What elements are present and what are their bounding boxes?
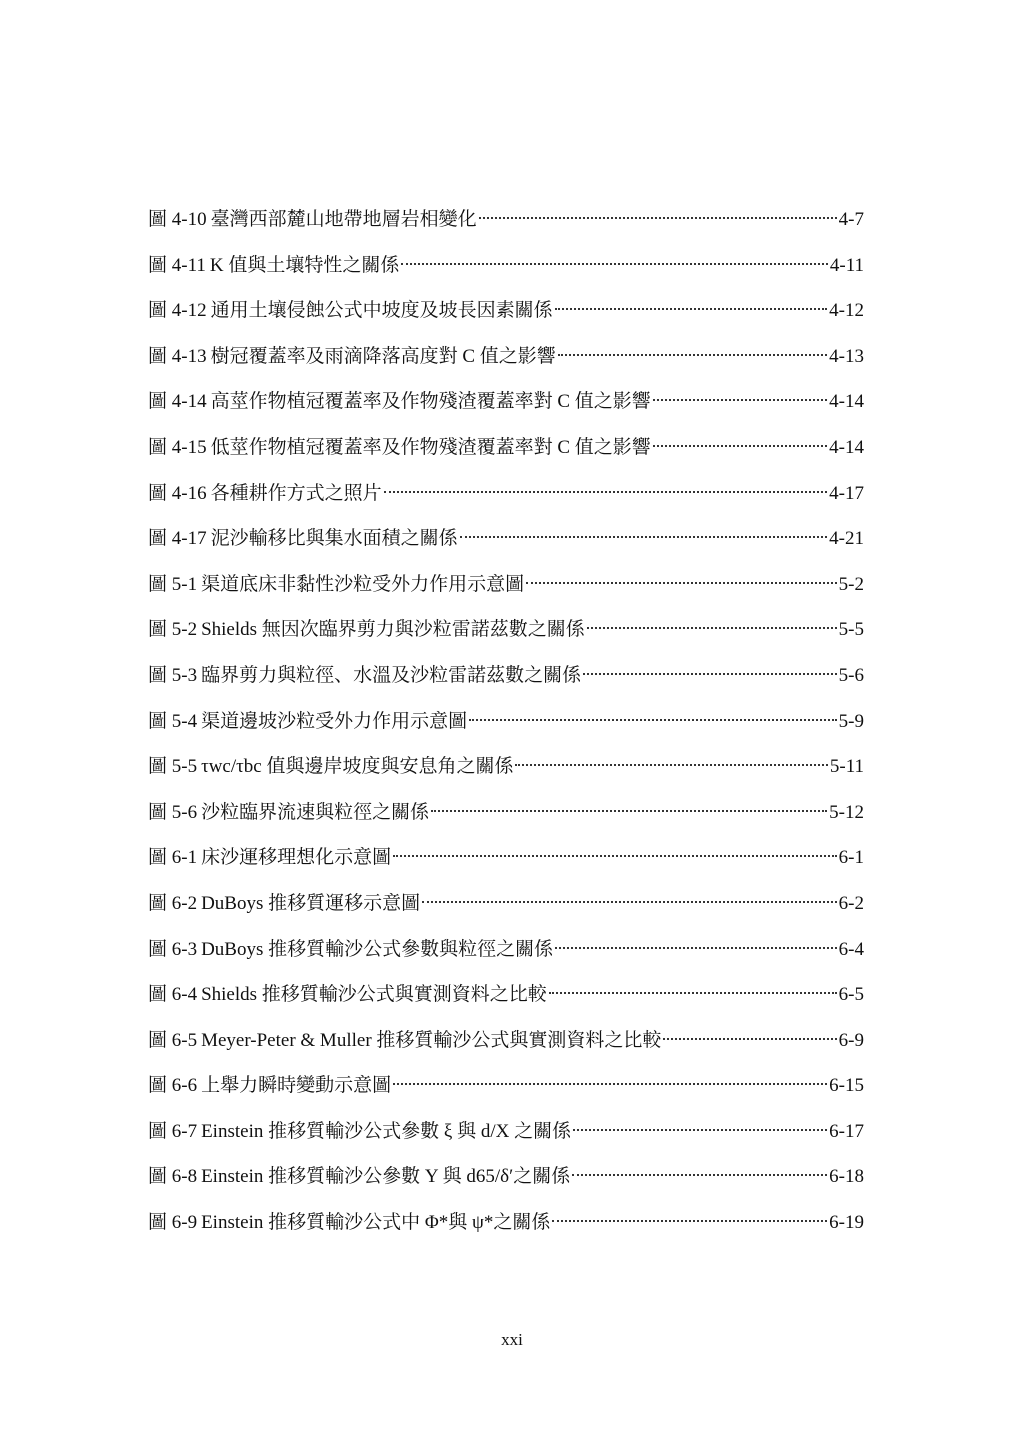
page-ref: 6-18 [829,1166,864,1188]
list-of-figures [148,197,864,1246]
page-ref: 4-13 [829,345,864,367]
figure-title: 樹冠覆蓋率及雨滴降落高度對 C 值之影響 [210,345,556,367]
figure-label: 圖 4-14 [148,391,207,413]
figure-label: 圖 5-6 [148,801,198,823]
dot-leader [572,1174,827,1176]
page-ref: 5-6 [838,664,864,686]
page-ref: 4-11 [829,254,864,276]
toc-entry[interactable] [148,516,864,562]
dot-leader [663,1038,836,1040]
figure-title: DuBoys 推移質輸沙公式參數與粒徑之關係 [201,938,554,960]
figure-label: 圖 4-17 [148,528,207,550]
dot-leader [552,1220,827,1222]
page-ref: 6-4 [838,938,864,960]
figure-label: 圖 4-13 [148,345,207,367]
figure-label: 圖 4-11 [148,254,206,276]
figure-title: 上舉力瞬時變動示意圖 [201,1075,392,1097]
figure-title: 床沙運移理想化示意圖 [201,847,392,869]
page-ref: 6-19 [829,1212,864,1234]
figure-title: Shields 推移質輸沙公式與實測資料之比較 [201,984,547,1006]
figure-label: 圖 5-2 [148,619,198,641]
figure-title: 渠道底床非黏性沙粒受外力作用示意圖 [201,573,525,595]
toc-entry[interactable] [148,334,864,380]
dot-leader [526,582,837,584]
figure-title: 渠道邊坡沙粒受外力作用示意圖 [201,710,468,732]
dot-leader [583,673,837,675]
toc-entry[interactable] [148,562,864,608]
page-ref: 5-12 [829,801,864,823]
page-ref: 5-2 [838,573,864,595]
figure-label: 圖 5-1 [148,573,198,595]
toc-entry[interactable] [148,699,864,745]
toc-entry[interactable] [148,197,864,243]
toc-entry[interactable] [148,425,864,471]
page-ref: 6-5 [838,984,864,1006]
toc-entry[interactable] [148,1018,864,1064]
figure-label: 圖 6-5 [148,1029,198,1051]
figure-title: 沙粒臨界流速與粒徑之關係 [201,801,430,823]
figure-title: 各種耕作方式之照片 [210,482,382,504]
figure-title: DuBoys 推移質運移示意圖 [201,892,421,914]
page-ref: 4-14 [829,436,864,458]
page-ref: 4-21 [829,528,864,550]
dot-leader [653,445,827,447]
figure-title: Einstein 推移質輸沙公式參數 ξ 與 d/X 之關係 [201,1120,572,1142]
toc-entry[interactable] [148,972,864,1018]
figure-label: 圖 4-12 [148,300,207,322]
page-ref: 5-5 [838,619,864,641]
page-ref: 4-12 [829,300,864,322]
page-ref: 6-15 [829,1075,864,1097]
figure-label: 圖 5-5 [148,756,198,778]
figure-title: Einstein 推移質輸沙公式中 Φ*與 ψ*之關係 [201,1212,551,1234]
figure-title: Shields 無因次臨界剪力與沙粒雷諾茲數之關係 [201,619,585,641]
dot-leader [422,901,837,903]
dot-leader [587,627,837,629]
figure-label: 圖 6-4 [148,984,198,1006]
page-ref: 6-2 [838,892,864,914]
page-ref: 4-7 [838,209,864,230]
dot-leader [555,308,828,310]
toc-entry[interactable] [148,790,864,836]
figure-label: 圖 6-9 [148,1212,198,1234]
figure-label: 圖 6-7 [148,1120,198,1142]
figure-label: 圖 4-10 [148,209,207,230]
figure-title: τwc/τbc 值與邊岸坡度與安息角之關係 [201,756,514,778]
page-ref: 5-11 [829,756,864,778]
figure-label: 圖 6-2 [148,892,198,914]
toc-entry[interactable] [148,1109,864,1155]
figure-title: 臨界剪力與粒徑、水溫及沙粒雷諾茲數之關係 [201,664,582,686]
figure-label: 圖 5-3 [148,664,198,686]
figure-label: 圖 6-3 [148,938,198,960]
figure-title: 臺灣西部麓山地帶地層岩相變化 [210,209,477,230]
figure-label: 圖 4-16 [148,482,207,504]
toc-entry[interactable] [148,379,864,425]
figure-title: Meyer-Peter & Muller 推移質輸沙公式與實測資料之比較 [201,1029,662,1051]
toc-entry[interactable] [148,471,864,517]
figure-title: K 值與土壤特性之關係 [209,254,400,276]
toc-entry[interactable] [148,653,864,699]
toc-entry[interactable] [148,927,864,973]
figure-title: 高莖作物植冠覆蓋率及作物殘渣覆蓋率對 C 值之影響 [210,391,651,413]
page-ref: 4-17 [829,482,864,504]
figure-label: 圖 6-1 [148,847,198,869]
dot-leader [479,217,837,219]
page-ref: 6-9 [838,1029,864,1051]
figure-title: 泥沙輸移比與集水面積之關係 [210,528,458,550]
page-ref: 4-14 [829,391,864,413]
page-ref: 6-1 [838,847,864,869]
toc-entry[interactable] [148,243,864,289]
dot-leader [460,536,828,538]
figure-label: 圖 6-8 [148,1166,198,1188]
toc-entry[interactable] [148,881,864,927]
dot-leader [558,354,827,356]
toc-entry[interactable] [148,288,864,334]
page-ref: 6-17 [829,1120,864,1142]
figure-label: 圖 4-15 [148,436,207,458]
dot-leader [393,1083,827,1085]
page-ref: 5-9 [838,710,864,732]
figure-label: 圖 5-4 [148,710,198,732]
dot-leader [393,855,837,857]
dot-leader [384,491,828,493]
figure-title: Einstein 推移質輸沙公參數 Y 與 d65/δ′之關係 [201,1166,571,1188]
figure-title: 低莖作物植冠覆蓋率及作物殘渣覆蓋率對 C 值之影響 [210,436,651,458]
dot-leader [401,263,828,265]
dot-leader [431,810,827,812]
dot-leader [653,399,827,401]
dot-leader [549,992,837,994]
dot-leader [555,947,837,949]
toc-entry[interactable] [148,835,864,881]
toc-entry[interactable] [148,607,864,653]
toc-entry[interactable] [148,1063,864,1109]
toc-entry[interactable] [148,1200,864,1246]
toc-entry[interactable] [148,1154,864,1200]
toc-entry[interactable] [148,744,864,790]
dot-leader [469,719,837,721]
dot-leader [515,764,827,766]
figure-title: 通用土壤侵蝕公式中坡度及坡長因素關係 [210,300,553,322]
figure-label: 圖 6-6 [148,1075,198,1097]
page-number: xxi [501,1330,523,1349]
dot-leader [573,1129,827,1131]
